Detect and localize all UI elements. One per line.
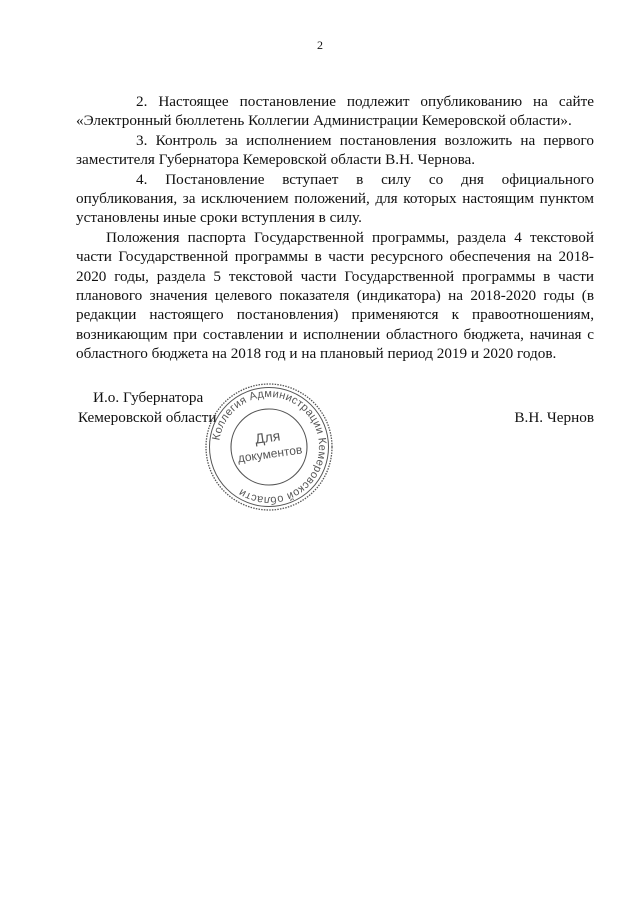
paragraph-text: Постановление вступает в силу со дня официального опубликования, за исключением положений, для которых настоящим пунктом установлены иные сроки вступления в силу. <box>76 170 595 227</box>
page-number: 2 <box>317 38 323 52</box>
document-body <box>76 92 594 364</box>
stamp-ring-text: Коллегия Администрации Кемеровской области <box>210 387 329 507</box>
paragraph-number: 2. <box>136 93 148 110</box>
signature-name: В.Н. Чернов <box>514 409 594 426</box>
stamp-center-line2: документов <box>236 442 304 466</box>
stamp-seal-icon <box>202 380 336 514</box>
signature-title <box>78 388 217 428</box>
signature-title-line2: Кемеровской области <box>78 409 217 426</box>
stamp-center-line1: Для <box>254 427 282 447</box>
paragraph-provisions <box>76 228 594 364</box>
paragraph-text: Контроль за исполнением постановления возложить на первого заместителя Губернатора Кемеровской области В.Н. Чернова. <box>76 131 595 169</box>
paragraph-4 <box>76 170 594 228</box>
paragraph-2 <box>76 92 594 131</box>
paragraph-number: 4. <box>136 170 148 188</box>
paragraph-text: Положения паспорта Государственной программы, раздела 4 текстовой части Государственной программы в части ресурсного обеспечения на 2018-2020 годы, раздела 5 текстовой части Государственной программы в части планового значения целевого показателя (индикатора) на 2018-2020 годы (в редакции настоящего постановления) применяются к правоотношениям, возникающим при составлении и исполнении областного бюджета, начиная с областного бюджета на 2018 год и на плановый период 2019 и 2020 годов. <box>76 228 594 363</box>
official-stamp <box>202 380 336 514</box>
paragraph-3 <box>76 131 594 170</box>
signature-title-line1: И.о. Губернатора <box>93 389 204 406</box>
paragraph-text: Настоящее постановление подлежит опубликованию на сайте «Электронный бюллетень Коллегии Администрации Кемеровской области». <box>76 93 594 130</box>
paragraph-number: 3. <box>136 131 148 149</box>
